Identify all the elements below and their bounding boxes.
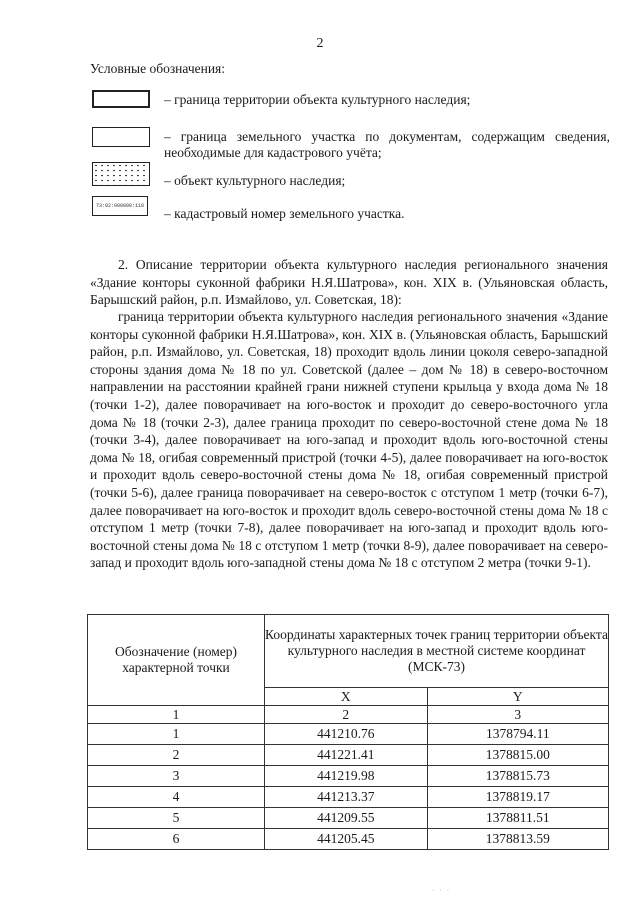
point-cell: 2	[88, 745, 265, 766]
table-row	[88, 829, 609, 850]
table-row	[88, 745, 609, 766]
cadastral-number-symbol: 73:02:000000:118	[92, 196, 148, 216]
legend-text: – объект культурного наследия;	[164, 173, 346, 188]
legend-text: – кадастровый номер земельного участка.	[164, 206, 405, 221]
point-cell: 1	[88, 724, 265, 745]
y-header: Y	[427, 688, 608, 706]
point-cell: 4	[88, 787, 265, 808]
x-cell: 441213.37	[265, 787, 428, 808]
table-row	[88, 808, 609, 829]
point-number-header: Обозначение (номер) характерной точки	[88, 615, 265, 706]
table-row	[88, 724, 609, 745]
y-cell: 1378794.11	[427, 724, 608, 745]
coordinates-table	[87, 614, 609, 850]
x-cell: 441210.76	[265, 724, 428, 745]
coordinates-header: Координаты характерных точек границ территории объекта культурного наследия в местной системе координат (МСК-73)	[265, 615, 609, 688]
section-2-body: граница территории объекта культурного наследия регионального значения «Здание конторы суконной фабрики Н.Я.Шатрова», кон. XIX в. (Ульяновская область, Барышский район, р.п. Измайлово, ул. Советская, 18) проходит вдоль линии цоколя северо-западной стороны здания дома № 18 по ул. Советской (далее – дом № 18) в северо-восточном направлении на расстоянии крайней грани нижней ступени крыльца у входа дома № 18 (точки 1-2), далее поворачивает на юго-восток и проходит до северо-восточного угла дома № 18 (точки 2-3), далее граница проходит по северо-восточной стене дома № 18 (точки 3-4), далее поворачивает на юго-запад и проходит вдоль юго-восточной стены дома № 18, огибая современный пристрой (точки 4-5), далее поворачивает на юго-восток и проходит вдоль северо-восточной стены дома № 18, огибая современный пристрой (точки 5-6), далее граница поворачивает на северо-восток с отступом 1 метр (точки 6-7), далее поворачивает на юго-восток и проходит вдоль северо-восточной стены дома № 18 с отступом 1 метр (точки 7-8), далее поворачивает на юго-запад и проходит вдоль юго-восточной стены дома № 18 с отступом 1 метр (точки 8-9), далее поворачивает на северо-запад и проходит вдоль юго-западной стены дома № 18 с отступом 2 метра (точки 9-1).	[90, 309, 608, 571]
x-cell: 441221.41	[265, 745, 428, 766]
land-plot-boundary-symbol	[92, 127, 150, 147]
y-cell: 1378819.17	[427, 787, 608, 808]
point-cell: 6	[88, 829, 265, 850]
point-cell: 5	[88, 808, 265, 829]
legend-text: – граница территории объекта культурного наследия;	[164, 92, 471, 107]
section-2-heading: 2. Описание территории объекта культурного наследия регионального значения «Здание конторы суконной фабрики Н.Я.Шатрова», кон. XIX в. (Ульяновская область, Барышский район, р.п. Измайлово, ул. Советская, 18):	[90, 257, 608, 308]
page-number: 2	[316, 36, 324, 51]
heritage-object-symbol	[92, 162, 150, 186]
territory-boundary-symbol	[92, 90, 150, 108]
y-cell: 1378815.73	[427, 766, 608, 787]
column-number: 1	[88, 706, 265, 724]
table-row	[88, 766, 609, 787]
y-cell: 1378811.51	[427, 808, 608, 829]
y-cell: 1378815.00	[427, 745, 608, 766]
y-cell: 1378813.59	[427, 829, 608, 850]
legend-title: Условные обозначения:	[90, 61, 226, 76]
x-header: X	[265, 688, 428, 706]
table-row	[88, 787, 609, 808]
x-cell: 441205.45	[265, 829, 428, 850]
column-number: 3	[427, 706, 608, 724]
point-cell: 3	[88, 766, 265, 787]
x-cell: 441219.98	[265, 766, 428, 787]
x-cell: 441209.55	[265, 808, 428, 829]
legend-text: – граница земельного участка по документам, содержащим сведения, необходимые для кадастрового учёта;	[164, 129, 610, 160]
scan-artifact: · · ·	[432, 888, 451, 894]
column-number: 2	[265, 706, 428, 724]
